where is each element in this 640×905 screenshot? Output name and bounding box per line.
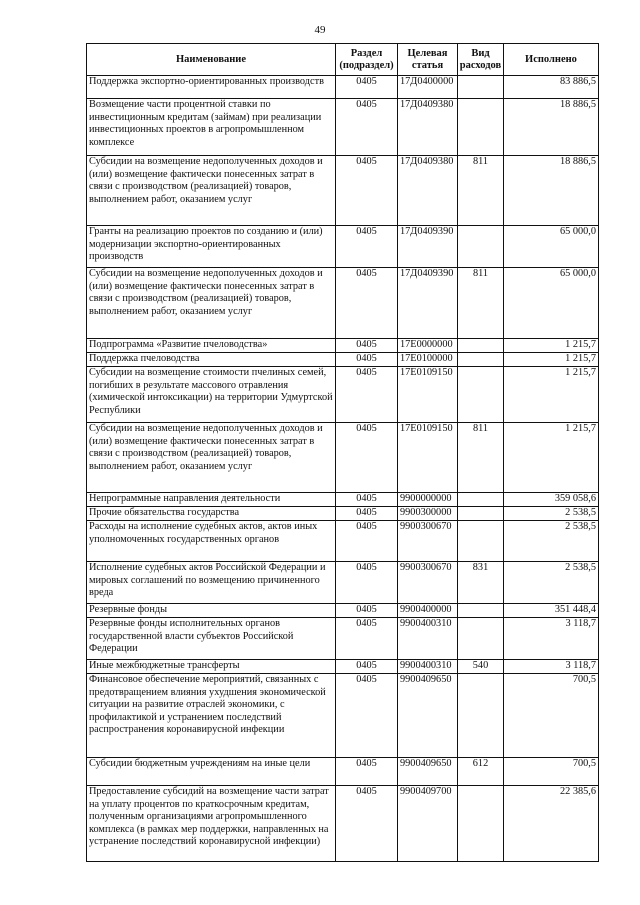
table-row xyxy=(87,367,599,423)
row-name: Поддержка экспортно-ориентированных производств xyxy=(87,76,336,99)
row-target: 9900409700 xyxy=(398,786,458,862)
row-name: Субсидии на возмещение недополученных доходов и (или) возмещение фактически понесенных затрат в связи с производством (реализацией) товаров, выполнением работ, оказанием услуг xyxy=(87,268,336,339)
row-name: Субсидии на возмещение стоимости пчелиных семей, погибших в результате массового отравления (химической интоксикации) на территории Удмуртской Республики xyxy=(87,367,336,423)
row-target: 9900300670 xyxy=(398,521,458,562)
row-type: 612 xyxy=(458,758,504,786)
table-row xyxy=(87,758,599,786)
row-target: 9900300000 xyxy=(398,507,458,521)
table-row xyxy=(87,507,599,521)
row-name: Предоставление субсидий на возмещение части затрат на уплату процентов по краткосрочным кредитам, полученным организациями агропромышленного комплекса (в рамках мер поддержки, направленных на устранение последствий коронавирусной инфекции) xyxy=(87,786,336,862)
row-target: 9900300670 xyxy=(398,562,458,604)
row-type: 811 xyxy=(458,268,504,339)
row-type xyxy=(458,76,504,99)
row-type xyxy=(458,353,504,367)
row-amount: 2 538,5 xyxy=(504,507,599,521)
row-section: 0405 xyxy=(336,521,398,562)
row-name: Субсидии на возмещение недополученных доходов и (или) возмещение фактически понесенных затрат в связи с производством (реализацией) товаров, выполнением работ, оказанием услуг xyxy=(87,423,336,493)
row-section: 0405 xyxy=(336,674,398,758)
row-target: 17Е0109150 xyxy=(398,367,458,423)
row-name: Субсидии на возмещение недополученных доходов и (или) возмещение фактически понесенных затрат в связи с производством (реализацией) товаров, выполнением работ, оказанием услуг xyxy=(87,156,336,226)
row-type: 811 xyxy=(458,156,504,226)
row-target: 9900400310 xyxy=(398,660,458,674)
row-amount: 2 538,5 xyxy=(504,562,599,604)
row-target: 17Е0000000 xyxy=(398,339,458,353)
row-type: 831 xyxy=(458,562,504,604)
row-type xyxy=(458,786,504,862)
row-target: 17Е0109150 xyxy=(398,423,458,493)
row-type xyxy=(458,367,504,423)
row-amount: 3 118,7 xyxy=(504,618,599,660)
table-row xyxy=(87,786,599,862)
row-amount: 359 058,6 xyxy=(504,493,599,507)
row-name: Иные межбюджетные трансферты xyxy=(87,660,336,674)
row-amount: 1 215,7 xyxy=(504,353,599,367)
row-type xyxy=(458,507,504,521)
table-row xyxy=(87,423,599,493)
row-type xyxy=(458,493,504,507)
row-section: 0405 xyxy=(336,758,398,786)
page-number: 49 xyxy=(314,24,326,36)
row-type: 540 xyxy=(458,660,504,674)
table-row xyxy=(87,618,599,660)
row-section: 0405 xyxy=(336,618,398,660)
table-row xyxy=(87,226,599,268)
row-amount: 22 385,6 xyxy=(504,786,599,862)
row-type: 811 xyxy=(458,423,504,493)
table-header-row xyxy=(87,44,599,76)
table-row xyxy=(87,674,599,758)
row-amount: 65 000,0 xyxy=(504,268,599,339)
row-type xyxy=(458,226,504,268)
row-amount: 1 215,7 xyxy=(504,339,599,353)
table-row xyxy=(87,562,599,604)
row-name: Прочие обязательства государства xyxy=(87,507,336,521)
row-amount: 83 886,5 xyxy=(504,76,599,99)
row-section: 0405 xyxy=(336,99,398,156)
table-row xyxy=(87,521,599,562)
row-section: 0405 xyxy=(336,786,398,862)
row-section: 0405 xyxy=(336,353,398,367)
row-name: Поддержка пчеловодства xyxy=(87,353,336,367)
row-name: Субсидии бюджетным учреждениям на иные цели xyxy=(87,758,336,786)
row-target: 9900000000 xyxy=(398,493,458,507)
row-target: 17Д0409390 xyxy=(398,226,458,268)
row-target: 9900409650 xyxy=(398,758,458,786)
row-target: 9900400000 xyxy=(398,604,458,618)
row-type xyxy=(458,674,504,758)
row-type xyxy=(458,521,504,562)
row-target: 17Е0100000 xyxy=(398,353,458,367)
table-row xyxy=(87,99,599,156)
table-row xyxy=(87,660,599,674)
row-type xyxy=(458,99,504,156)
table-row xyxy=(87,493,599,507)
row-name: Непрограммные направления деятельности xyxy=(87,493,336,507)
row-name: Гранты на реализацию проектов по созданию и (или) модернизации экспортно-ориентированных производств xyxy=(87,226,336,268)
row-section: 0405 xyxy=(336,268,398,339)
table-row xyxy=(87,353,599,367)
row-target: 17Д0400000 xyxy=(398,76,458,99)
row-amount: 2 538,5 xyxy=(504,521,599,562)
header-type: Вид расходов xyxy=(458,44,504,76)
header-section: Раздел (подраздел) xyxy=(336,44,398,76)
row-name: Исполнение судебных актов Российской Федерации и мировых соглашений по возмещению причиненного вреда xyxy=(87,562,336,604)
row-name: Расходы на исполнение судебных актов, актов иных уполномоченных государственных органов xyxy=(87,521,336,562)
row-section: 0405 xyxy=(336,493,398,507)
table-row xyxy=(87,604,599,618)
row-name: Подпрограмма «Развитие пчеловодства» xyxy=(87,339,336,353)
row-section: 0405 xyxy=(336,562,398,604)
row-target: 9900409650 xyxy=(398,674,458,758)
table-row xyxy=(87,339,599,353)
row-section: 0405 xyxy=(336,76,398,99)
table-row xyxy=(87,268,599,339)
row-name: Резервные фонды исполнительных органов государственной власти субъектов Российской Федерации xyxy=(87,618,336,660)
row-amount: 1 215,7 xyxy=(504,367,599,423)
row-amount: 1 215,7 xyxy=(504,423,599,493)
row-section: 0405 xyxy=(336,339,398,353)
table-row xyxy=(87,76,599,99)
row-section: 0405 xyxy=(336,156,398,226)
row-target: 17Д0409390 xyxy=(398,268,458,339)
row-section: 0405 xyxy=(336,226,398,268)
row-type xyxy=(458,618,504,660)
header-target: Целевая статья xyxy=(398,44,458,76)
row-name: Возмещение части процентной ставки по инвестиционным кредитам (займам) при реализации инвестиционных проектов в агропромышленном комплексе xyxy=(87,99,336,156)
row-type xyxy=(458,339,504,353)
row-amount: 18 886,5 xyxy=(504,99,599,156)
row-target: 17Д0409380 xyxy=(398,99,458,156)
row-amount: 18 886,5 xyxy=(504,156,599,226)
row-target: 17Д0409380 xyxy=(398,156,458,226)
row-amount: 351 448,4 xyxy=(504,604,599,618)
row-section: 0405 xyxy=(336,423,398,493)
row-section: 0405 xyxy=(336,367,398,423)
row-section: 0405 xyxy=(336,660,398,674)
row-name: Финансовое обеспечение мероприятий, связанных с предотвращением влияния ухудшения экономической ситуации на развитие отраслей экономики, с профилактикой и устранением последствий распространения коронавирусной инфекции xyxy=(87,674,336,758)
row-section: 0405 xyxy=(336,507,398,521)
row-amount: 65 000,0 xyxy=(504,226,599,268)
row-amount: 700,5 xyxy=(504,758,599,786)
header-name: Наименование xyxy=(87,44,336,76)
row-target: 9900400310 xyxy=(398,618,458,660)
row-amount: 700,5 xyxy=(504,674,599,758)
row-type xyxy=(458,604,504,618)
row-amount: 3 118,7 xyxy=(504,660,599,674)
table-row xyxy=(87,156,599,226)
budget-table xyxy=(86,43,599,862)
row-section: 0405 xyxy=(336,604,398,618)
row-name: Резервные фонды xyxy=(87,604,336,618)
header-executed: Исполнено xyxy=(504,44,599,76)
